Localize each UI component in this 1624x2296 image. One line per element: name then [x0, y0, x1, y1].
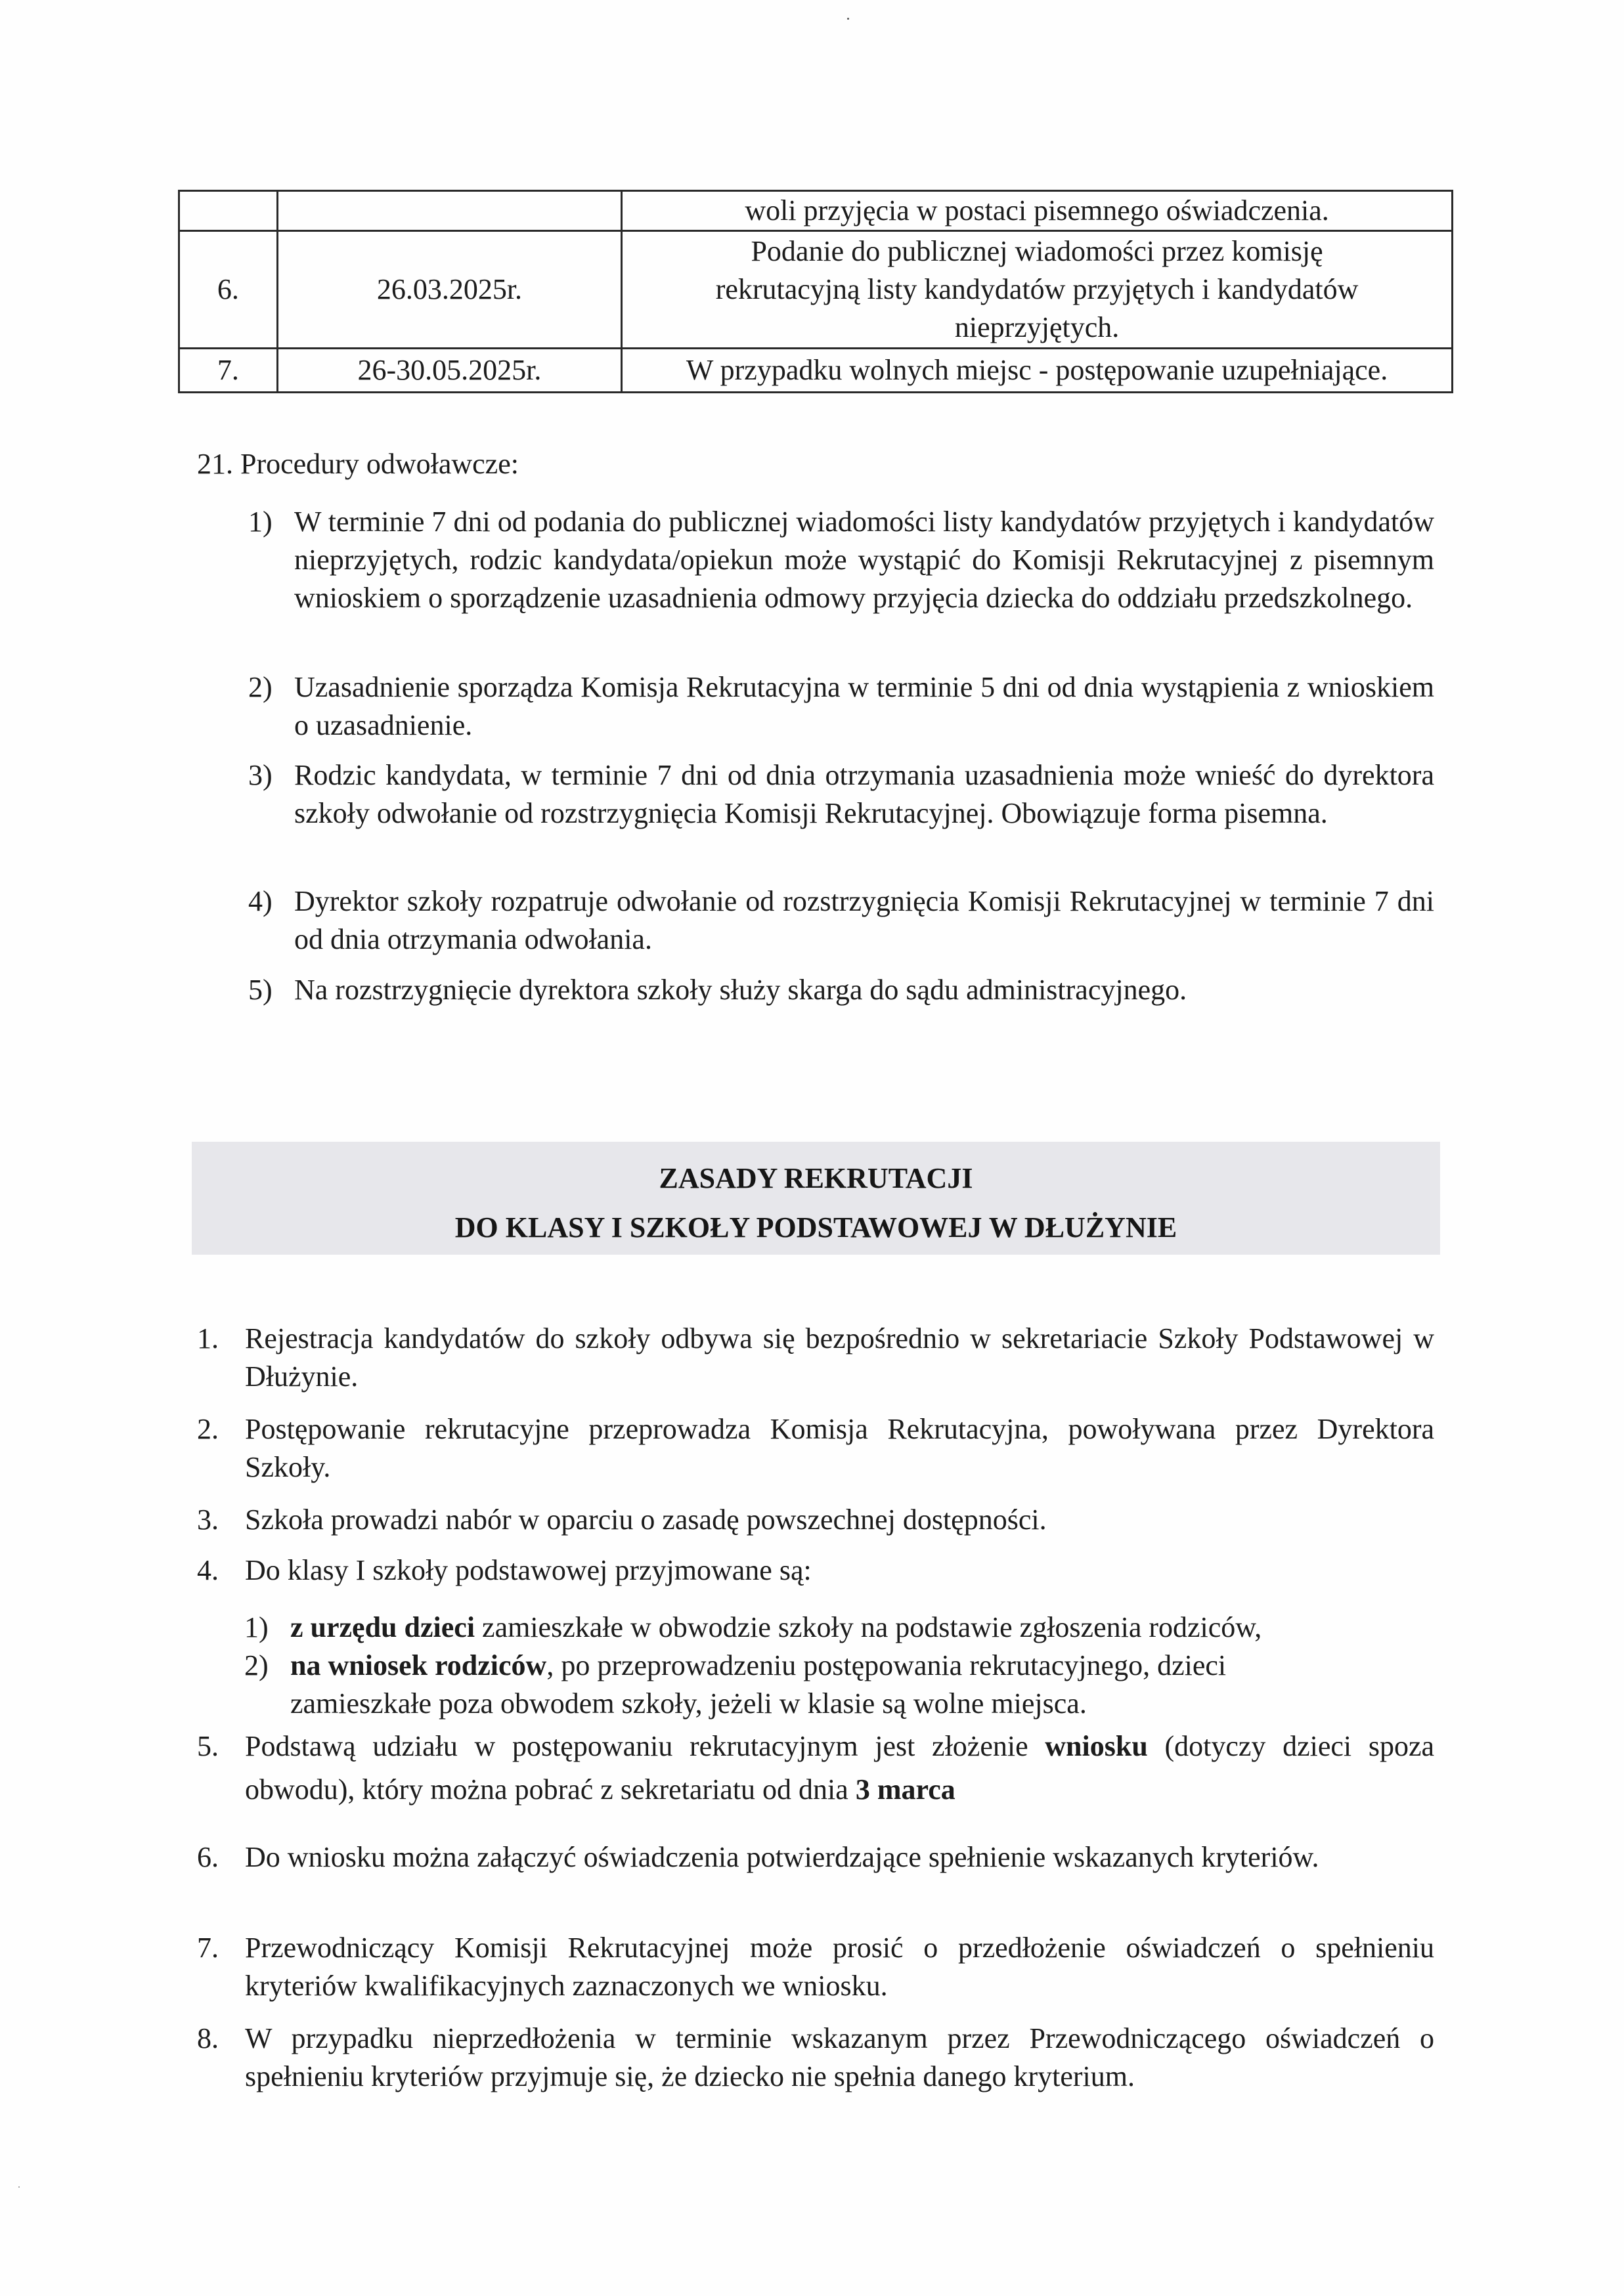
cell-description: [622, 349, 1453, 393]
schedule-table: [178, 190, 1453, 393]
subitem-rest: , po przeprowadzeniu postępowania rekrutacyjnego, dzieci zamieszkałe poza obwodem szkoły, jeżeli w klasie są wolne miejsca.: [290, 1649, 1227, 1720]
item-number: 1): [248, 506, 273, 538]
item-number: 6.: [197, 1841, 219, 1873]
item-number: 2): [248, 671, 273, 703]
item-text: Do klasy I szkoły podstawowej przyjmowane są:: [245, 1554, 812, 1586]
subitem-text: [290, 1647, 1321, 1723]
description-line: W przypadku wolnych miejsc - postępowanie uzupełniające.: [686, 354, 1388, 386]
item-text: Postępowanie rekrutacyjne przeprowadza Komisja Rekrutacyjna, powoływana przez Dyrektora Szkoły.: [245, 1413, 1434, 1483]
cell-number: 7.: [179, 349, 278, 393]
item-text: W przypadku nieprzedłożenia w terminie wskazanym przez Przewodniczącego oświadczeń o spełnieniu kryteriów przyjmuje się, że dziecko nie spełnia danego kryterium.: [245, 2022, 1434, 2092]
text-part: Podstawą udziału w postępowaniu rekrutacyjnym jest złożenie: [245, 1730, 1045, 1762]
table-row: [179, 231, 1453, 349]
item-text: Na rozstrzygnięcie dyrektora szkoły służy skarga do sądu administracyjnego.: [294, 974, 1187, 1006]
item-number: 4.: [197, 1554, 219, 1586]
description-line: rekrutacyjną listy kandydatów przyjętych i kandydatów: [715, 273, 1359, 305]
cell-date: [277, 191, 621, 231]
item-number: 2.: [197, 1413, 219, 1445]
section-title-appeals: 21. Procedury odwoławcze:: [197, 448, 519, 480]
subitem-number: 2): [244, 1649, 269, 1681]
table-row: [179, 191, 1453, 231]
cell-number: [179, 191, 278, 231]
scan-speck: [847, 18, 849, 20]
item-text: Przewodniczący Komisji Rekrutacyjnej może prosić o przedłożenie oświadczeń o spełnieniu kryteriów kwalifikacyjnych zaznaczonych we wniosku.: [245, 1932, 1434, 2002]
section-banner: [192, 1142, 1440, 1255]
description-line: Podanie do publicznej wiadomości przez komisję: [751, 235, 1323, 267]
subitem-number: 1): [244, 1611, 269, 1643]
description-line: nieprzyjętych.: [954, 311, 1120, 343]
cell-description: [622, 191, 1453, 231]
item-number: 3): [248, 759, 273, 791]
banner-subtitle: DO KLASY I SZKOŁY PODSTAWOWEJ W DŁUŻYNIE: [454, 1211, 1177, 1244]
subitem-bold: z urzędu dzieci: [290, 1611, 475, 1643]
cell-date: 26-30.05.2025r.: [277, 349, 621, 393]
item-number: 8.: [197, 2022, 219, 2054]
item-number: 7.: [197, 1932, 219, 1964]
description-line: woli przyjęcia w postaci pisemnego oświadczenia.: [745, 194, 1329, 227]
table-row: [179, 349, 1453, 393]
item-text: Rejestracja kandydatów do szkoły odbywa się bezpośrednio w sekretariacie Szkoły Podstawowej w Dłużynie.: [245, 1322, 1434, 1393]
subitem-rest: zamieszkałe w obwodzie szkoły na podstawie zgłoszenia rodziców,: [475, 1611, 1262, 1643]
item-text: Uzasadnienie sporządza Komisja Rekrutacyjna w terminie 5 dni od dnia wystąpienia z wnioskiem o uzasadnienie.: [294, 671, 1434, 741]
cell-description: [622, 231, 1453, 349]
cell-number: 6.: [179, 231, 278, 349]
item-text: W terminie 7 dni od podania do publicznej wiadomości listy kandydatów przyjętych i kandydatów nieprzyjętych, rodzic kandydata/opiekun może wystąpić do Komisji Rekrutacyjnej z pisemnym wnioskiem o sporządzenie uzasadnienia odmowy przyjęcia dziecka do oddziału przedszkolnego.: [294, 506, 1434, 614]
item-text: Rodzic kandydata, w terminie 7 dni od dnia otrzymania uzasadnienia może wnieść do dyrektora szkoły odwołanie od rozstrzygnięcia Komisji Rekrutacyjnej. Obowiązuje forma pisemna.: [294, 759, 1434, 829]
item-number: 3.: [197, 1504, 219, 1536]
item-text: Szkoła prowadzi nabór w oparciu o zasadę powszechnej dostępności.: [245, 1504, 1047, 1536]
scan-speck: [18, 2186, 20, 2188]
item-text: Dyrektor szkoły rozpatruje odwołanie od rozstrzygnięcia Komisji Rekrutacyjnej w terminie 7 dni od dnia otrzymania odwołania.: [294, 885, 1434, 955]
item-text: Do wniosku można załączyć oświadczenia potwierdzające spełnienie wskazanych kryteriów.: [245, 1841, 1319, 1873]
text-bold: 3 marca: [855, 1773, 955, 1806]
item-text: [245, 1725, 1434, 1811]
subitem-text: [290, 1609, 1262, 1647]
item-number: 4): [248, 885, 273, 917]
item-number: 5): [248, 974, 273, 1006]
item-number: 1.: [197, 1322, 219, 1354]
cell-date: 26.03.2025r.: [277, 231, 621, 349]
subitem-bold: na wniosek rodziców: [290, 1649, 547, 1681]
text-bold: wniosku: [1045, 1730, 1148, 1762]
item-number: 5.: [197, 1730, 219, 1762]
banner-title: ZASADY REKRUTACJI: [659, 1162, 973, 1194]
text-part: (dotyczy dzieci spoza obwodu), który można pobrać z sekretariatu od dnia: [245, 1730, 1434, 1806]
